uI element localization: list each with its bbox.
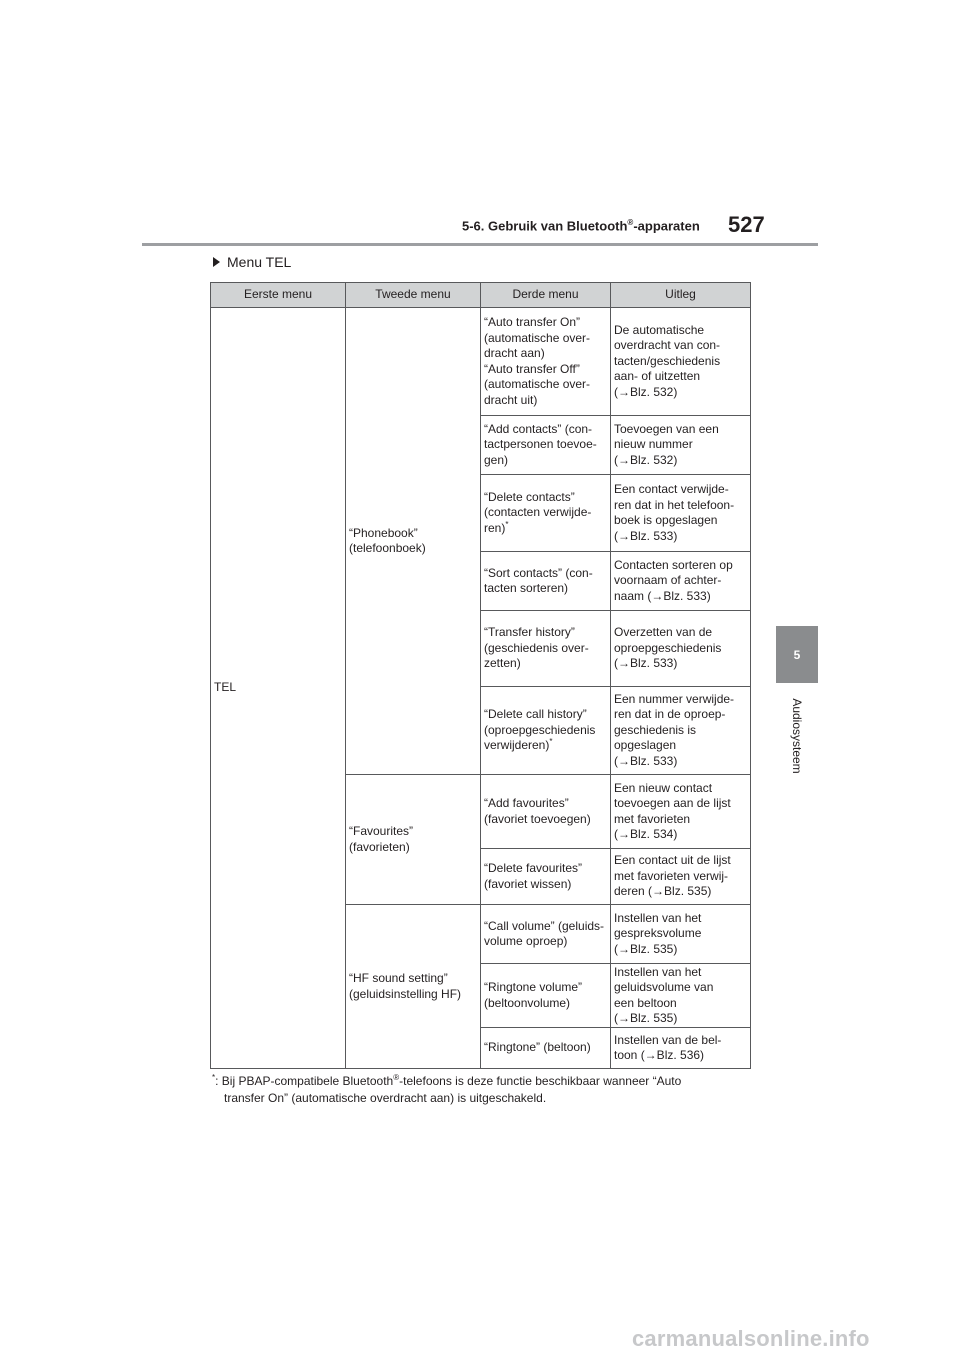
third-menu-cell — [481, 687, 611, 775]
explanation-cell: Een contact verwijde- ren dat in het telefoon- boek is opgeslagen (→Blz. 533) — [611, 475, 751, 552]
footnote-marker: * — [505, 519, 509, 529]
menu-table — [210, 282, 751, 1069]
arrow-right-icon — [213, 257, 220, 267]
explanation-cell: Een nieuw contact toevoegen aan de lijst met favorieten (→Blz. 534) — [611, 775, 751, 849]
third-menu-cell: “Call volume” (geluids- volume oproep) — [481, 905, 611, 964]
section-heading-text: Menu TEL — [227, 254, 292, 270]
third-menu-cell: “Delete favourites” (favoriet wissen) — [481, 849, 611, 905]
header-divider — [142, 243, 818, 246]
registered-mark: ® — [627, 218, 634, 227]
third-menu-cell: “Ringtone volume” (beltoonvolume) — [481, 964, 611, 1028]
chapter-side-label: Audiosysteem — [790, 698, 804, 774]
second-menu-cell: “Phonebook” (telefoonboek) — [346, 308, 481, 775]
section-heading — [213, 254, 291, 270]
footnote-line — [212, 1069, 752, 1090]
chapter-tab: 5 — [776, 626, 818, 683]
explanation-cell: Instellen van het geluidsvolume van een beltoon (→Blz. 535) — [611, 964, 751, 1028]
second-menu-cell: “Favourites” (favorieten) — [346, 775, 481, 905]
watermark-logo: carmanualsonline.info — [632, 1326, 870, 1351]
registered-mark: ® — [393, 1073, 400, 1082]
footnote-text: -telefoons is deze functie beschikbaar wanneer “Auto — [399, 1074, 682, 1088]
third-menu-text: “Delete contacts” (contacten verwijde- ren) — [484, 489, 592, 535]
chapter-title — [462, 218, 700, 233]
third-menu-text: “Delete call history” (oproepgeschiedenis verwijderen) — [484, 707, 596, 753]
explanation-cell: Toevoegen van een nieuw nummer (→Blz. 532) — [611, 416, 751, 475]
third-menu-cell: “Sort contacts” (con- tacten sorteren) — [481, 552, 611, 611]
column-header: Uitleg — [611, 283, 751, 308]
explanation-cell: Een nummer verwijde- ren dat in de oproep- geschiedenis is opgeslagen (→Blz. 533) — [611, 687, 751, 775]
footnote-line: transfer On” (automatische overdracht aan) is uitgeschakeld. — [224, 1091, 547, 1105]
table-header-row — [211, 283, 751, 308]
third-menu-cell: “Add contacts” (con- tactpersonen toevoe- gen) — [481, 416, 611, 475]
table-row — [211, 308, 751, 416]
column-header: Eerste menu — [211, 283, 346, 308]
third-menu-cell: “Transfer history” (geschiedenis over- zetten) — [481, 611, 611, 687]
page-number: 527 — [728, 212, 765, 237]
footnote-marker: * — [549, 737, 553, 747]
third-menu-cell: “Ringtone” (beltoon) — [481, 1028, 611, 1069]
footnote — [212, 1069, 752, 1107]
explanation-cell: Een contact uit de lijst met favorieten verwij- deren (→Blz. 535) — [611, 849, 751, 905]
second-menu-cell: “HF sound setting” (geluidsinstelling HF) — [346, 905, 481, 1069]
column-header: Derde menu — [481, 283, 611, 308]
footnote-text: : Bij PBAP-compatibele Bluetooth — [215, 1074, 394, 1088]
explanation-cell: Instellen van de bel- toon (→Blz. 536) — [611, 1028, 751, 1069]
explanation-cell: Contacten sorteren op voornaam of achter- naam (→Blz. 533) — [611, 552, 751, 611]
third-menu-cell: “Auto transfer On” (automatische over- dracht aan) “Auto transfer Off” (automatische over- dracht uit) — [481, 308, 611, 416]
chapter-title-text: 5-6. Gebruik van Bluetooth — [462, 218, 628, 234]
third-menu-cell — [481, 475, 611, 552]
explanation-cell: De automatische overdracht van con- tacten/geschiedenis aan- of uitzetten (→Blz. 532) — [611, 308, 751, 416]
first-menu-cell: TEL — [211, 308, 346, 1069]
third-menu-cell: “Add favourites” (favoriet toevoegen) — [481, 775, 611, 849]
footnote-marker: * — [212, 1073, 216, 1082]
explanation-cell: Overzetten van de oproepgeschiedenis (→Blz. 533) — [611, 611, 751, 687]
explanation-cell: Instellen van het gespreksvolume (→Blz. 535) — [611, 905, 751, 964]
column-header: Tweede menu — [346, 283, 481, 308]
chapter-title-suffix: -apparaten — [633, 218, 700, 234]
